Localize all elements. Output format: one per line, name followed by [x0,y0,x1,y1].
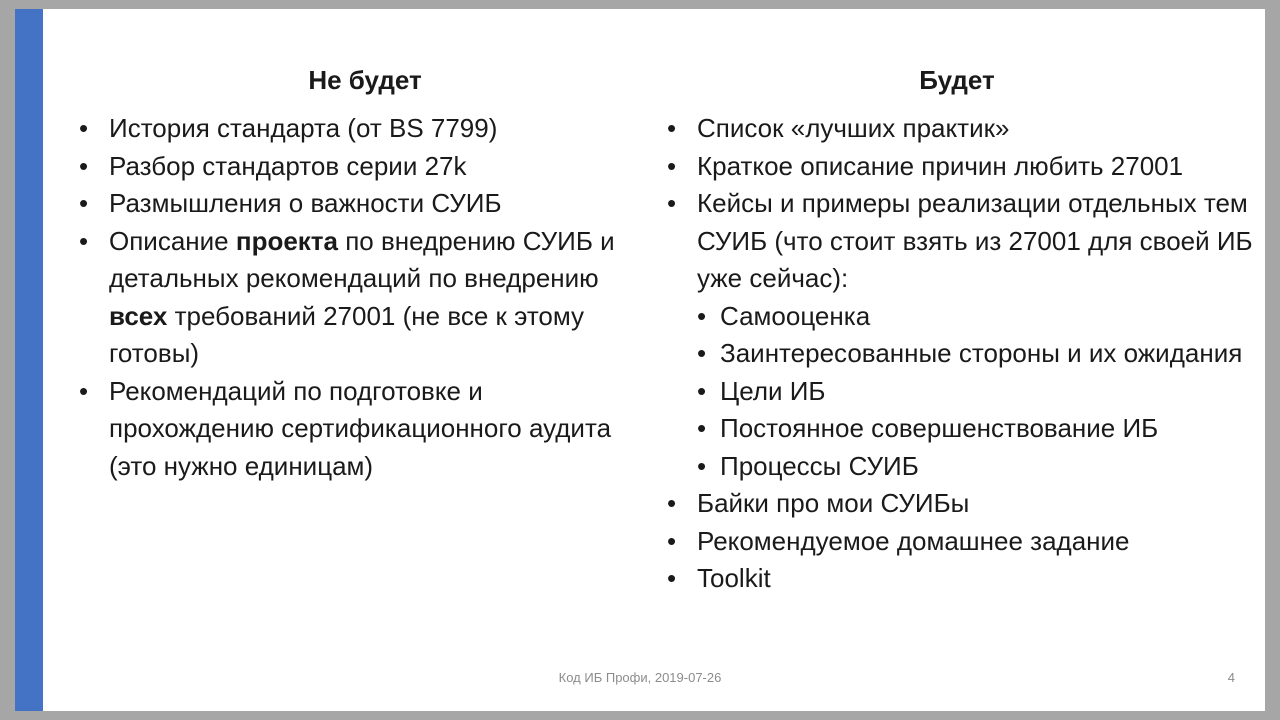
right-list-item [667,110,1267,148]
right-list-item-text: Кейсы и примеры реализации отдельных тем СУИБ (что стоит взять из 27001 для своей ИБ уже сейчас): [697,188,1253,293]
right-list-item-text: Краткое описание причин любить 27001 [697,150,1184,181]
left-list-item [79,110,619,148]
text-run: Рекомендаций по подготовке и прохождению сертификационного аудита (это нужно единицам) [109,375,612,481]
right-list-item [667,185,1267,485]
bold-text: всех [109,300,168,331]
right-list-item-text: Байки про мои СУИБы [697,488,970,518]
sub-list-item: • Самооценка [697,298,1267,336]
right-list-item [667,148,1267,186]
sub-list-item: • Процессы СУИБ [697,448,1267,486]
left-column-heading: Не будет [308,65,422,95]
page-number: 4 [1227,670,1235,685]
sub-bullet-list [697,298,1267,486]
sub-list-item: • Постоянное совершенствование ИБ [697,410,1267,448]
text-run: Размышления о важности СУИБ [109,188,502,218]
text-run: требований 27001 (не все к этому готовы) [109,300,585,368]
sub-list-item: • Цели ИБ [697,373,1267,411]
bold-text: проекта [235,225,338,256]
right-list-item-text: Список «лучших практик» [697,113,1010,143]
slide [15,9,1265,711]
text-run: История стандарта (от BS 7799) [109,113,498,143]
right-list-item-text: Рекомендуемое домашнее задание [697,525,1130,556]
left-bullet-list [79,110,619,485]
footer-text: Код ИБ Профи, 2019-07-26 [558,670,722,685]
right-list-item [667,560,1267,598]
text-run: по внедрению СУИБ и детальных рекомендаций по внедрению [109,225,615,293]
right-list-item-text: Toolkit [697,563,771,593]
right-list-item [667,485,1267,523]
sub-list-item: • Заинтересованные стороны и их ожидания [697,335,1267,373]
left-list-item [79,373,619,486]
right-list-item [667,523,1267,561]
right-column-heading: Будет [919,65,995,95]
accent-bar [15,9,43,711]
left-list-item [79,185,619,223]
text-run: Разбор стандартов серии 27k [109,150,467,181]
left-list-item [79,148,619,186]
text-run: Описание [109,225,236,256]
right-bullet-list [667,110,1267,598]
left-list-item [79,223,619,373]
